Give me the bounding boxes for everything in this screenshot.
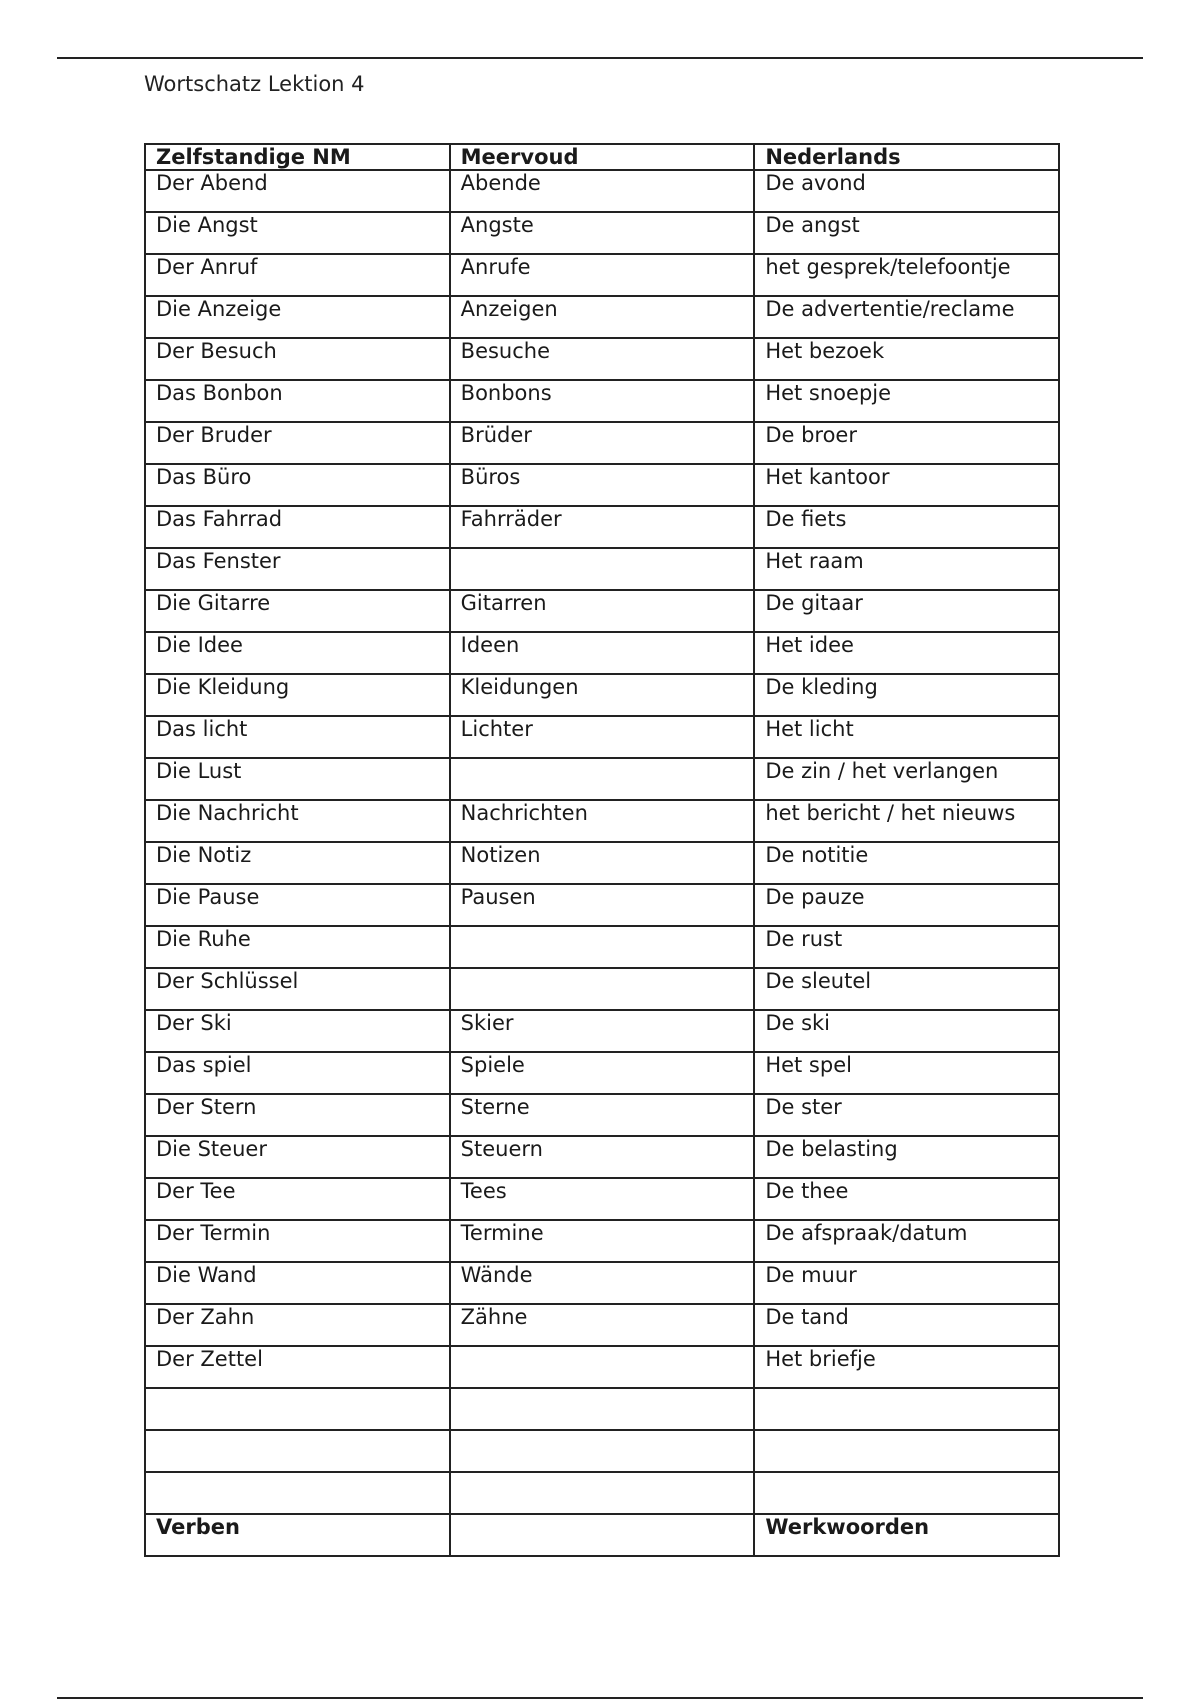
cell-dutch: De muur (754, 1262, 1059, 1304)
cell-noun: Der Termin (145, 1220, 450, 1262)
cell-plural: Wände (450, 1262, 755, 1304)
cell-dutch: De ski (754, 1010, 1059, 1052)
cell-dutch (754, 1388, 1059, 1430)
cell-noun: Die Angst (145, 212, 450, 254)
cell-plural: Nachrichten (450, 800, 755, 842)
cell-dutch: Het snoepje (754, 380, 1059, 422)
cell-noun: Die Kleidung (145, 674, 450, 716)
cell-noun: Der Ski (145, 1010, 450, 1052)
table-row (145, 590, 1059, 632)
table-row (145, 212, 1059, 254)
cell-dutch: Het idee (754, 632, 1059, 674)
cell-dutch: De sleutel (754, 968, 1059, 1010)
cell-dutch: De kleding (754, 674, 1059, 716)
table-row (145, 422, 1059, 464)
cell-dutch: De ster (754, 1094, 1059, 1136)
cell-dutch: De belasting (754, 1136, 1059, 1178)
table-row (145, 170, 1059, 212)
cell-noun: Der Zettel (145, 1346, 450, 1388)
cell-noun: Der Besuch (145, 338, 450, 380)
cell-plural: Anrufe (450, 254, 755, 296)
table-row (145, 674, 1059, 716)
cell-noun: Der Zahn (145, 1304, 450, 1346)
cell-plural: Bonbons (450, 380, 755, 422)
cell-plural: Besuche (450, 338, 755, 380)
cell-plural: Zähne (450, 1304, 755, 1346)
cell-plural: Notizen (450, 842, 755, 884)
cell-noun (145, 1388, 450, 1430)
cell-dutch: Het briefje (754, 1346, 1059, 1388)
cell-dutch: De gitaar (754, 590, 1059, 632)
cell-dutch: Het spel (754, 1052, 1059, 1094)
cell-plural (450, 548, 755, 590)
table-row (145, 1010, 1059, 1052)
cell-noun: Der Stern (145, 1094, 450, 1136)
cell-plural: Tees (450, 1178, 755, 1220)
table-row (145, 1346, 1059, 1388)
header-rule (57, 57, 1143, 59)
cell-plural: Pausen (450, 884, 755, 926)
cell-noun: Die Wand (145, 1262, 450, 1304)
cell-dutch (754, 1472, 1059, 1514)
cell-plural: Termine (450, 1220, 755, 1262)
cell-dutch: De avond (754, 170, 1059, 212)
cell-dutch: De advertentie/reclame (754, 296, 1059, 338)
cell-noun: Die Pause (145, 884, 450, 926)
cell-plural: Anzeigen (450, 296, 755, 338)
table-row (145, 1052, 1059, 1094)
section-cell-plural (450, 1514, 755, 1556)
cell-plural: Angste (450, 212, 755, 254)
cell-noun: Das Büro (145, 464, 450, 506)
cell-plural (450, 968, 755, 1010)
document-title: Wortschatz Lektion 4 (144, 72, 365, 96)
table-row (145, 296, 1059, 338)
table-row (145, 842, 1059, 884)
cell-noun: Der Bruder (145, 422, 450, 464)
cell-plural (450, 1388, 755, 1430)
table-row (145, 1178, 1059, 1220)
section-row-verbs (145, 1514, 1059, 1556)
cell-plural: Büros (450, 464, 755, 506)
cell-dutch: het gesprek/telefoontje (754, 254, 1059, 296)
cell-noun: Der Anruf (145, 254, 450, 296)
section-cell-dutch: Werkwoorden (754, 1514, 1059, 1556)
column-header-noun: Zelfstandige NM (145, 144, 450, 170)
cell-plural (450, 926, 755, 968)
table-row (145, 506, 1059, 548)
table-body (145, 170, 1059, 1556)
cell-dutch: Het kantoor (754, 464, 1059, 506)
cell-dutch: De broer (754, 422, 1059, 464)
table-row (145, 464, 1059, 506)
table-row (145, 926, 1059, 968)
cell-plural (450, 1430, 755, 1472)
cell-plural: Abende (450, 170, 755, 212)
footer-rule (57, 1697, 1143, 1699)
cell-dutch: De pauze (754, 884, 1059, 926)
cell-noun (145, 1430, 450, 1472)
cell-dutch: De rust (754, 926, 1059, 968)
cell-noun: Das Fahrrad (145, 506, 450, 548)
cell-dutch: De angst (754, 212, 1059, 254)
cell-noun: Die Steuer (145, 1136, 450, 1178)
table-row (145, 758, 1059, 800)
cell-noun (145, 1472, 450, 1514)
cell-noun: Die Notiz (145, 842, 450, 884)
cell-dutch (754, 1430, 1059, 1472)
table-row (145, 254, 1059, 296)
vocabulary-table (144, 143, 1060, 1557)
cell-plural: Sterne (450, 1094, 755, 1136)
cell-plural: Spiele (450, 1052, 755, 1094)
table-row (145, 1220, 1059, 1262)
cell-dutch: Het raam (754, 548, 1059, 590)
cell-dutch: De fiets (754, 506, 1059, 548)
cell-plural (450, 758, 755, 800)
table-row (145, 548, 1059, 590)
cell-noun: Das Bonbon (145, 380, 450, 422)
table-row (145, 632, 1059, 674)
table-row (145, 1304, 1059, 1346)
cell-noun: Die Idee (145, 632, 450, 674)
cell-plural: Kleidungen (450, 674, 755, 716)
cell-dutch: het bericht / het nieuws (754, 800, 1059, 842)
cell-dutch: Het bezoek (754, 338, 1059, 380)
cell-plural (450, 1472, 755, 1514)
cell-dutch: De thee (754, 1178, 1059, 1220)
cell-noun: Das spiel (145, 1052, 450, 1094)
column-header-plural: Meervoud (450, 144, 755, 170)
cell-dutch: De zin / het verlangen (754, 758, 1059, 800)
cell-plural: Fahrräder (450, 506, 755, 548)
table-row (145, 800, 1059, 842)
table-row (145, 1472, 1059, 1514)
cell-plural: Gitarren (450, 590, 755, 632)
cell-noun: Die Anzeige (145, 296, 450, 338)
cell-noun: Die Gitarre (145, 590, 450, 632)
table-row (145, 1388, 1059, 1430)
section-cell-noun: Verben (145, 1514, 450, 1556)
cell-plural: Lichter (450, 716, 755, 758)
cell-noun: Das licht (145, 716, 450, 758)
cell-noun: Das Fenster (145, 548, 450, 590)
cell-plural: Brüder (450, 422, 755, 464)
table-row (145, 716, 1059, 758)
cell-plural (450, 1346, 755, 1388)
cell-noun: Der Tee (145, 1178, 450, 1220)
cell-dutch: De afspraak/datum (754, 1220, 1059, 1262)
cell-noun: Die Lust (145, 758, 450, 800)
table-row (145, 338, 1059, 380)
table-row (145, 1094, 1059, 1136)
table-row (145, 380, 1059, 422)
cell-dutch: De notitie (754, 842, 1059, 884)
table-row (145, 884, 1059, 926)
cell-plural: Ideen (450, 632, 755, 674)
cell-dutch: De tand (754, 1304, 1059, 1346)
column-header-dutch: Nederlands (754, 144, 1059, 170)
table-header-row (145, 144, 1059, 170)
cell-plural: Steuern (450, 1136, 755, 1178)
table-row (145, 1136, 1059, 1178)
cell-plural: Skier (450, 1010, 755, 1052)
table-row (145, 1262, 1059, 1304)
cell-dutch: Het licht (754, 716, 1059, 758)
cell-noun: Die Ruhe (145, 926, 450, 968)
table-row (145, 968, 1059, 1010)
table-row (145, 1430, 1059, 1472)
cell-noun: Der Abend (145, 170, 450, 212)
cell-noun: Die Nachricht (145, 800, 450, 842)
cell-noun: Der Schlüssel (145, 968, 450, 1010)
